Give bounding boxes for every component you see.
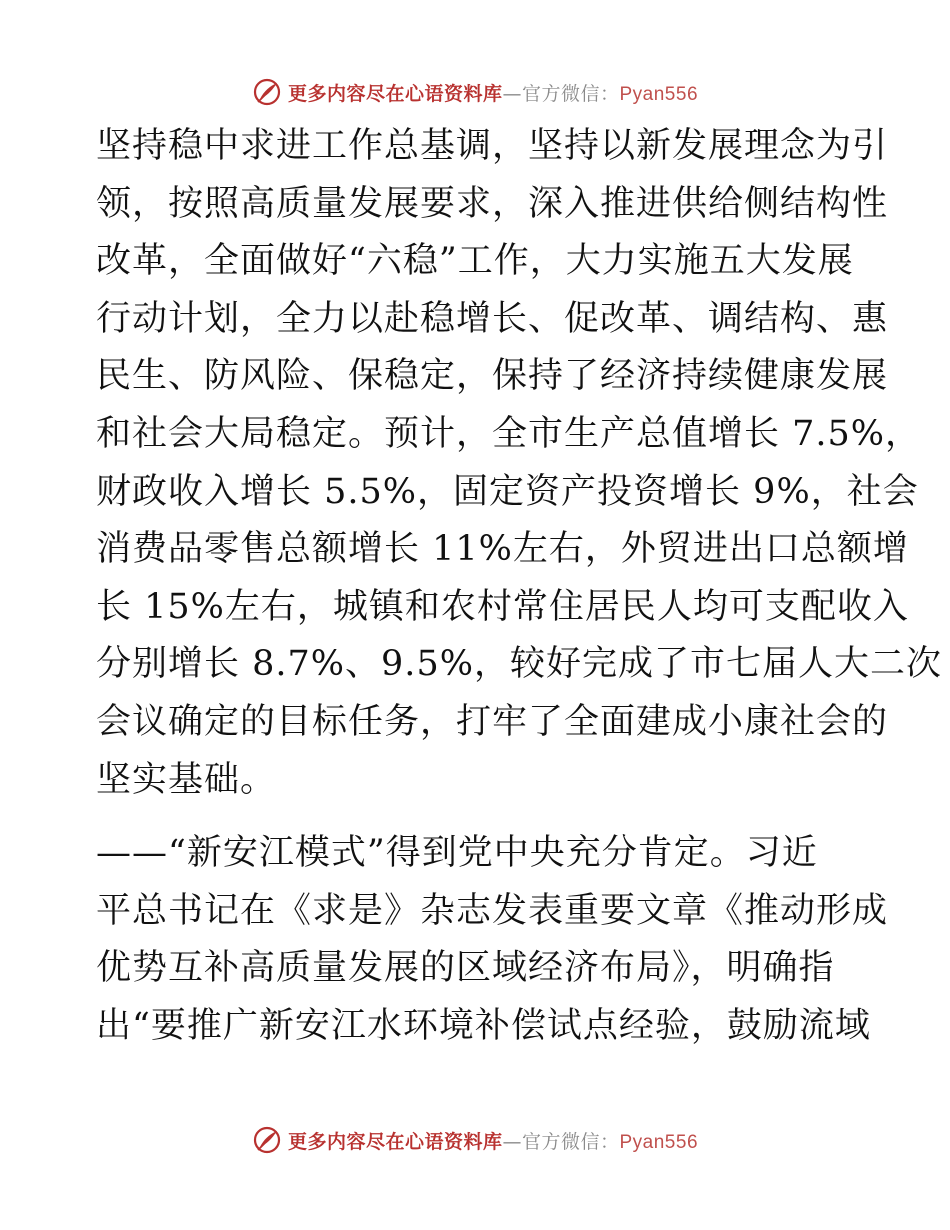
text-line: 长 15%左右，城镇和农村常住居民人均可支配收入 [96,586,909,627]
text-line: 财政收入增长 5.5%，固定资产投资增长 9%，社会 [96,471,919,512]
watermark-label: 官方微信： [521,1130,620,1153]
text-line: 领，按照高质量发展要求，深入推进供给侧结构性 [96,183,889,224]
watermark-label: 官方微信： [521,82,620,105]
feather-logo-icon [252,77,282,107]
paragraph-economy [96,118,942,809]
text-line: 坚实基础。 [96,759,277,800]
text-line: 优势互补高质量发展的区域经济布局》，明确指 [96,948,835,989]
text-line: 民生、防风险、保稳定，保持了经济持续健康发展 [96,356,889,397]
text-line: 消费品零售总额增长 11%左右，外贸进出口总额增 [96,529,909,570]
watermark-brand: 更多内容尽在心语资料库 [287,1130,503,1153]
text-line: 坚持稳中求进工作总基调，坚持以新发展理念为引 [96,126,889,166]
header-watermark [0,72,950,112]
text-line: 出“要推广新安江水环境补偿试点经验，鼓励流域 [96,1005,871,1046]
watermark-separator: — [502,82,522,105]
watermark-text [288,1127,698,1154]
document-body [96,118,942,1056]
watermark-brand: 更多内容尽在心语资料库 [287,82,503,105]
text-line: 会议确定的目标任务，打牢了全面建成小康社会的 [96,701,889,742]
paragraph-spacer [96,809,866,825]
text-line: 平总书记在《求是》杂志发表重要文章《推动形成 [96,890,889,931]
text-line: 和社会大局稳定。预计，全市生产总值增长 7.5%， [96,413,922,454]
paragraph-xinanjiang [96,825,889,1055]
watermark-id: Pyan556 [619,83,699,105]
text-line: 分别增长 8.7%、9.5%，较好完成了市七届人大二次 [96,644,942,685]
watermark-id: Pyan556 [619,1131,699,1153]
text-line: 改革，全面做好“六稳”工作，大力实施五大发展 [96,241,854,282]
footer-watermark [0,1120,950,1160]
watermark-separator: — [502,1130,522,1153]
text-line: ——“新安江模式”得到党中央充分肯定。习近 [96,833,818,874]
watermark-text [288,79,698,106]
text-line: 行动计划，全力以赴稳增长、促改革、调结构、惠 [96,298,889,339]
feather-logo-icon [252,1125,282,1155]
